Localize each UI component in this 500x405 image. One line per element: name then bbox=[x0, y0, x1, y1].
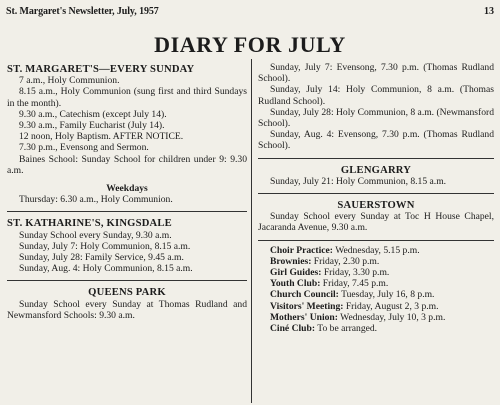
glengarry-line-1: Sunday, July 21: Holy Communion, 8.15 a.m. bbox=[270, 175, 447, 187]
activity-brownies: Brownies: Friday, 2.30 p.m. bbox=[270, 255, 380, 267]
activity-cine-club: Ciné Club: To be arranged. bbox=[270, 323, 378, 335]
weekdays-heading: Weekdays bbox=[106, 183, 148, 195]
st-margarets-line-3: 9.30 a.m., Catechism (except July 14). bbox=[19, 108, 167, 120]
activity-mothers-union: Mothers' Union: Wednesday, July 10, 3 p.m. bbox=[270, 311, 446, 323]
activity-youth-club: Youth Club: Friday, 7.45 p.m. bbox=[270, 278, 389, 290]
queens-park-right-line-4: Sunday, Aug. 4: Evensong, 7.30 p.m. (Thomas Rudland School). bbox=[258, 129, 494, 152]
column-divider bbox=[251, 59, 252, 403]
st-margarets-line-4: 9.30 a.m., Family Eucharist (July 14). bbox=[19, 120, 165, 132]
st-margarets-line-6: 7.30 p.m., Evensong and Sermon. bbox=[19, 142, 149, 154]
st-katharines-line-1: Sunday School every Sunday, 9.30 a.m. bbox=[19, 229, 172, 241]
sauerstown-line-1: Sunday School every Sunday at Toc H House Chapel, Jacaranda Avenue, 9.30 a.m. bbox=[258, 211, 494, 234]
diary-title: DIARY FOR JULY bbox=[154, 32, 346, 57]
right-column bbox=[258, 60, 494, 334]
section-rule bbox=[258, 193, 494, 194]
weekdays-line: Thursday: 6.30 a.m., Holy Communion. bbox=[19, 194, 173, 206]
queens-park-right-line-3: Sunday, July 28: Holy Communion, 8 a.m. (Newmansford School). bbox=[258, 106, 495, 130]
section-rule bbox=[7, 211, 247, 212]
newsletter-title: St. Margaret's Newsletter, July, 1957 bbox=[6, 6, 159, 17]
st-katharines-heading: ST. KATHARINE'S, KINGSDALE bbox=[7, 218, 172, 230]
page-header bbox=[6, 6, 494, 20]
section-rule bbox=[258, 158, 494, 159]
queens-park-heading: QUEENS PARK bbox=[88, 287, 166, 299]
left-column bbox=[7, 60, 247, 321]
activity-church-council: Church Council: Tuesday, July 16, 8 p.m. bbox=[270, 289, 435, 301]
st-margarets-heading: ST. MARGARET'S—EVERY SUNDAY bbox=[7, 64, 195, 75]
st-katharines-line-2: Sunday, July 7: Holy Communion, 8.15 a.m. bbox=[19, 240, 191, 252]
page-number: 13 bbox=[484, 6, 494, 17]
st-margarets-line-2: 8.15 a.m., Holy Communion (sung first and third Sundays in the month). bbox=[7, 86, 247, 109]
queens-park-right-line-2: Sunday, July 14: Holy Communion, 8 a.m. (Thomas Rudland School). bbox=[258, 84, 494, 107]
glengarry-heading: GLENGARRY bbox=[340, 164, 412, 176]
activity-visitors-meeting: Visitors' Meeting: Friday, August 2, 3 p.m. bbox=[270, 300, 439, 312]
st-margarets-line-7: Baines School: Sunday School for children under 9: 9.30 a.m. bbox=[7, 153, 247, 176]
activity-choir-practice: Choir Practice: Wednesday, 5.15 p.m. bbox=[270, 244, 420, 256]
st-margarets-line-1: 7 a.m., Holy Communion. bbox=[19, 75, 120, 87]
activity-girl-guides: Girl Guides: Friday, 3.30 p.m. bbox=[270, 267, 390, 279]
queens-park-right-line-1: Sunday, July 7: Evensong, 7.30 p.m. (Thomas Rudland School). bbox=[258, 62, 494, 85]
sauerstown-heading: SAUERSTOWN bbox=[337, 200, 415, 212]
st-margarets-line-5: 12 noon, Holy Baptism. AFTER NOTICE. bbox=[19, 131, 184, 143]
st-katharines-line-4: Sunday, Aug. 4: Holy Communion, 8.15 a.m. bbox=[19, 263, 193, 275]
st-katharines-line-3: Sunday, July 28: Family Service, 9.45 a.m. bbox=[19, 252, 184, 264]
queens-park-line-1: Sunday School every Sunday at Thomas Rudland and Newmansford Schools: 9.30 a.m. bbox=[7, 298, 247, 321]
section-rule bbox=[7, 280, 247, 281]
